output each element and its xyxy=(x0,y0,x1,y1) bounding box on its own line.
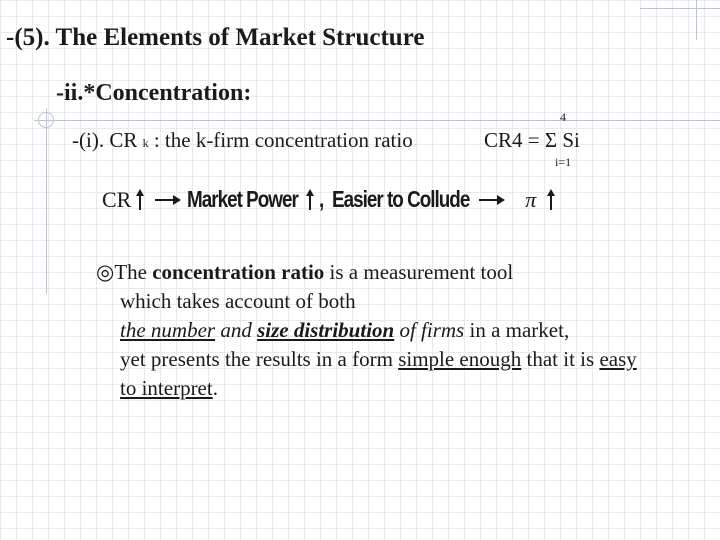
definition-subscript: k xyxy=(142,136,149,150)
text-span: of firms xyxy=(394,318,465,342)
underlined-term: easy xyxy=(599,347,637,371)
underlined-term: to interpret xyxy=(120,376,213,400)
paragraph-line-2: which takes account of both xyxy=(120,289,356,313)
text-span: and xyxy=(215,318,258,342)
flow-comma: , xyxy=(318,186,323,212)
decorative-rule-horizontal-top xyxy=(640,8,720,9)
text-span: . xyxy=(212,376,218,400)
definition-prefix: -(i). CR xyxy=(72,128,143,152)
key-term: concentration ratio xyxy=(152,260,325,284)
bullet-icon: ◎ xyxy=(96,260,115,284)
text-span: the number xyxy=(120,318,216,342)
underlined-term: simple enough xyxy=(398,347,522,371)
text-span: that it is xyxy=(521,347,600,371)
decorative-rule-circle xyxy=(38,112,54,128)
key-term: size distribution xyxy=(257,318,395,342)
flow-market-power: Market Power xyxy=(187,186,299,212)
decorative-rule-vertical xyxy=(46,108,47,294)
sum-lower-limit: i=1 xyxy=(555,155,572,169)
up-arrow-icon xyxy=(305,189,315,211)
flow-easier-to-collude: Easier to Collude xyxy=(331,186,470,212)
explanation-paragraph xyxy=(96,258,637,403)
paragraph-line-5 xyxy=(96,374,637,403)
sum-upper-limit: 4 xyxy=(560,110,566,124)
flow-profit-pi: π xyxy=(525,186,537,212)
definition-line xyxy=(72,128,413,153)
paragraph-line-3 xyxy=(96,316,637,345)
right-arrow-icon xyxy=(155,194,181,206)
causal-flow xyxy=(102,186,560,213)
definition-text: : the k-firm concentration ratio xyxy=(148,128,413,152)
slide-title: -(5). The Elements of Market Structure xyxy=(6,24,425,51)
section-heading: -ii.*Concentration: xyxy=(56,80,252,106)
text-span: The xyxy=(114,260,153,284)
decorative-rule-vertical-top xyxy=(696,0,697,40)
cr4-formula: CR4 = Σ Si xyxy=(484,128,580,152)
text-span: yet presents the results in a form xyxy=(120,347,399,371)
up-arrow-icon xyxy=(135,189,145,211)
paragraph-line-4 xyxy=(96,345,637,374)
paragraph-line-1 xyxy=(96,258,637,287)
decorative-rule-horizontal xyxy=(34,120,720,121)
text-span: in a market, xyxy=(464,318,570,342)
right-arrow-icon xyxy=(479,194,505,206)
text-span: is a measurement tool xyxy=(324,260,514,284)
up-arrow-icon xyxy=(546,189,556,211)
flow-cr: CR xyxy=(102,186,132,212)
